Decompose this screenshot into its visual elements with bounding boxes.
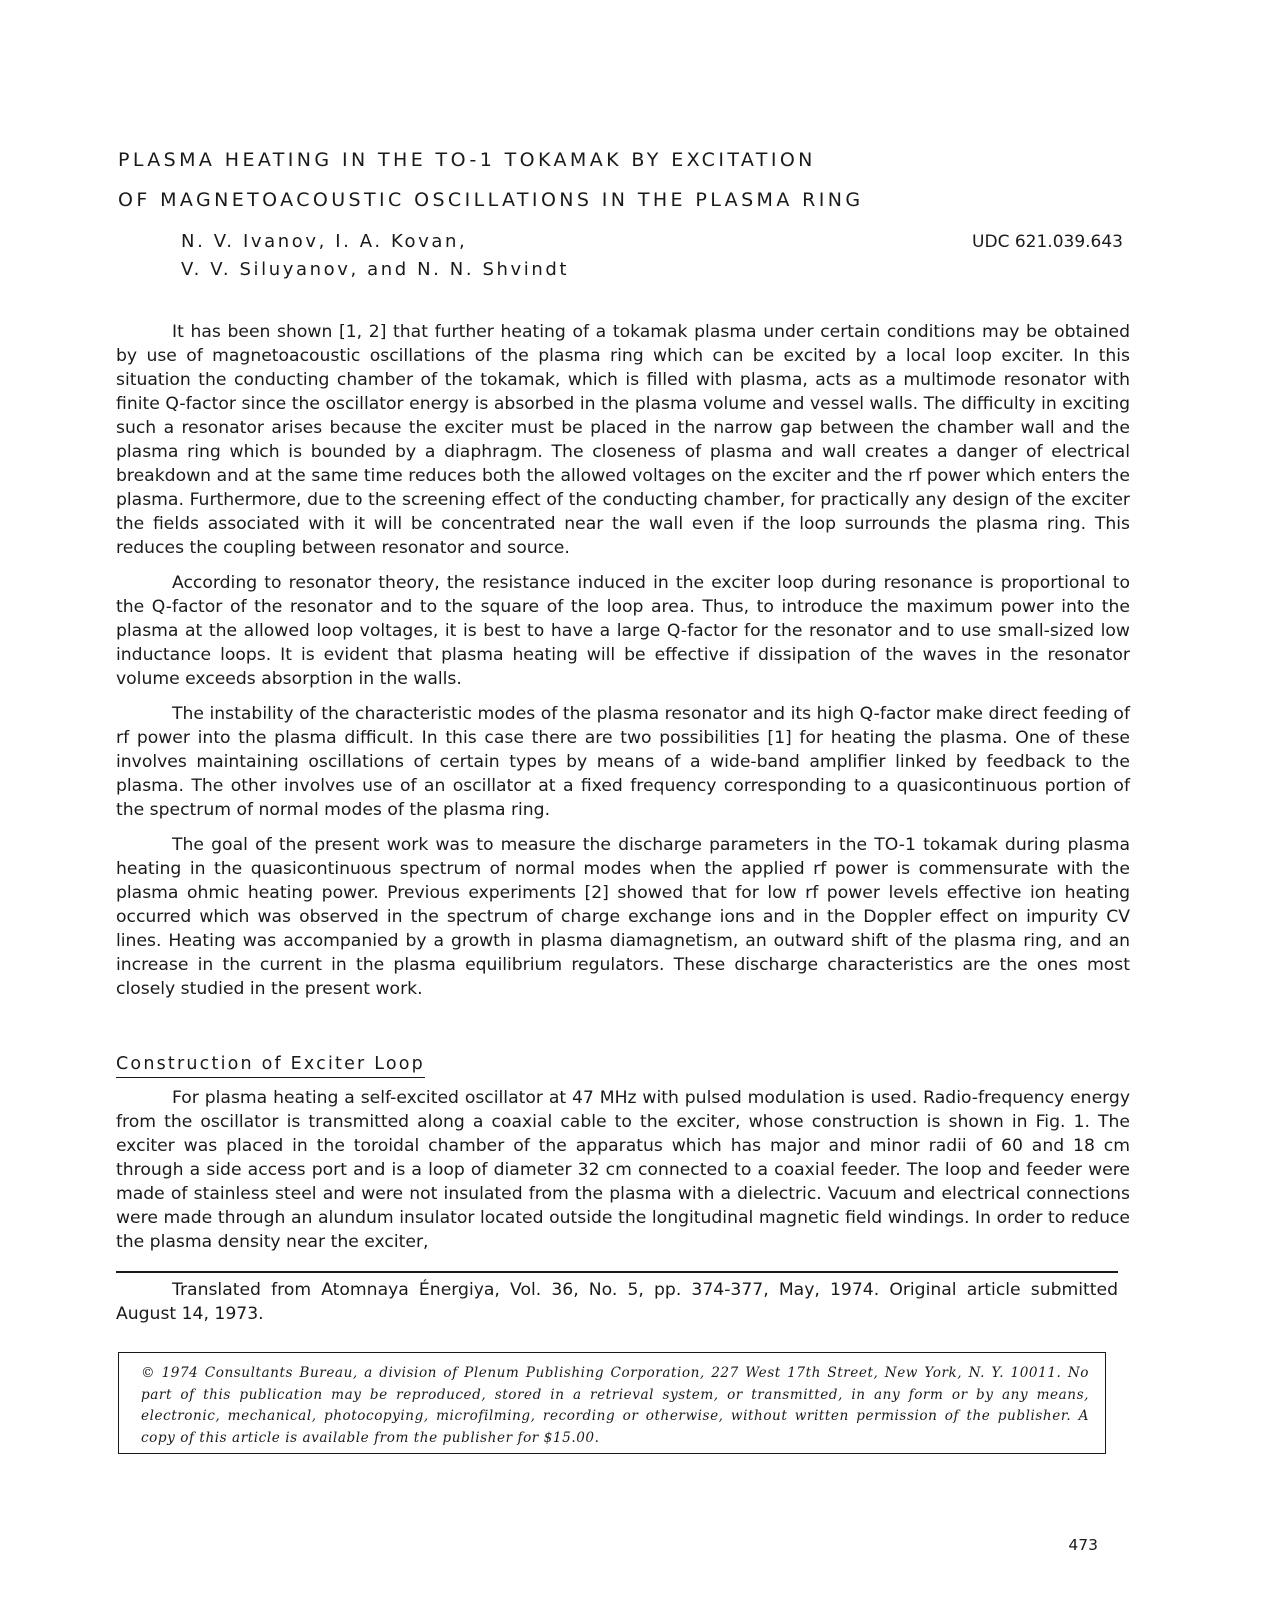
introduction-text [116, 320, 1130, 1012]
title-line-2: OF MAGNETOACOUSTIC OSCILLATIONS IN THE PLASMA RING [118, 189, 864, 211]
title-line-1: PLASMA HEATING IN THE TO-1 TOKAMAK BY EXCITATION [118, 149, 816, 171]
translation-note: Translated from Atomnaya Énergiya, Vol. 36, No. 5, pp. 374-377, May, 1974. Original article submitted August 14, 1973. [116, 1280, 1118, 1324]
paragraph: The goal of the present work was to measure the discharge parameters in the TO-1 tokamak during plasma heating in the quasicontinuous spectrum of normal modes when the applied rf power is commensurate with the plasma ohmic heating power. Previous experiments [2] showed that for low rf power levels effective ion heating occurred which was observed in the spectrum of charge exchange ions and in the Doppler effect on impurity CV lines. Heating was accompanied by a growth in plasma diamagnetism, an outward shift of the plasma ring, and an increase in the current in the plasma equilibrium regulators. These discharge characteristics are the ones most closely studied in the present work. [116, 835, 1130, 999]
paragraph: The instability of the characteristic modes of the plasma resonator and its high Q-factor make direct feeding of rf power into the plasma difficult. In this case there are two possibilities [1] for heating the plasma. One of these involves maintaining oscillations of certain types by means of a wide-band amplifier linked by feedback to the plasma. The other involves use of an oscillator at a fixed frequency corresponding to a quasicontinuous portion of the spectrum of normal modes of the plasma ring. [116, 704, 1130, 820]
article-title [118, 140, 1118, 220]
author-list [181, 228, 569, 284]
section-heading: Construction of Exciter Loop [116, 1052, 425, 1078]
page-number: 473 [1068, 1536, 1098, 1554]
section-text [116, 1086, 1130, 1265]
paragraph: According to resonator theory, the resistance induced in the exciter loop during resonance is proportional to the Q-factor of the resonator and to the square of the loop area. Thus, to introduce the maximum power into the plasma at the allowed loop voltages, it is best to have a large Q-factor for the resonator and to use small-sized low inductance loops. It is evident that plasma heating will be effective if dissipation of the waves in the resonator volume exceeds absorption in the walls. [116, 573, 1130, 689]
authors-line-1: N. V. Ivanov, I. A. Kovan, [181, 231, 468, 252]
footnote-divider [116, 1271, 1118, 1273]
authors-line-2: V. V. Siluyanov, and N. N. Shvindt [181, 259, 570, 280]
udc-code: UDC 621.039.643 [972, 232, 1123, 252]
copyright-notice: © 1974 Consultants Bureau, a division of Plenum Publishing Corporation, 227 West 17th Street, New York, N. Y. 10011. No part of this publication may be reproduced, stored in a retrieval system, or transmitted, in any form or by any means, electronic, mechanical, photocopying, microfilming, recording or otherwise, without written permission of the publisher. A copy of this article is available from the publisher for $15.00. [118, 1352, 1106, 1454]
paragraph: It has been shown [1, 2] that further heating of a tokamak plasma under certain conditions may be obtained by use of magnetoacoustic oscillations of the plasma ring which can be excited by a local loop exciter. In this situation the conducting chamber of the tokamak, which is filled with plasma, acts as a multimode resonator with finite Q-factor since the oscillator energy is absorbed in the plasma volume and vessel walls. The difficulty in exciting such a resonator arises because the exciter must be placed in the narrow gap between the chamber wall and the plasma ring which is bounded by a diaphragm. The closeness of plasma and wall creates a danger of electrical breakdown and at the same time reduces both the allowed voltages on the exciter and the rf power which enters the plasma. Furthermore, due to the screening effect of the conducting chamber, for practically any design of the exciter the fields associated with it will be concentrated near the wall even if the loop surrounds the plasma ring. This reduces the coupling between resonator and source. [116, 322, 1130, 558]
paragraph: For plasma heating a self-excited oscillator at 47 MHz with pulsed modulation is used. Radio-frequency energy from the oscillator is transmitted along a coaxial cable to the exciter, whose construction is shown in Fig. 1. The exciter was placed in the toroidal chamber of the apparatus which has major and minor radii of 60 and 18 cm through a side access port and is a loop of diameter 32 cm connected to a coaxial feeder. The loop and feeder were made of stainless steel and were not insulated from the plasma with a dielectric. Vacuum and electrical connections were made through an alundum insulator located outside the longitudinal magnetic field windings. In order to reduce the plasma density near the exciter, [116, 1088, 1130, 1252]
